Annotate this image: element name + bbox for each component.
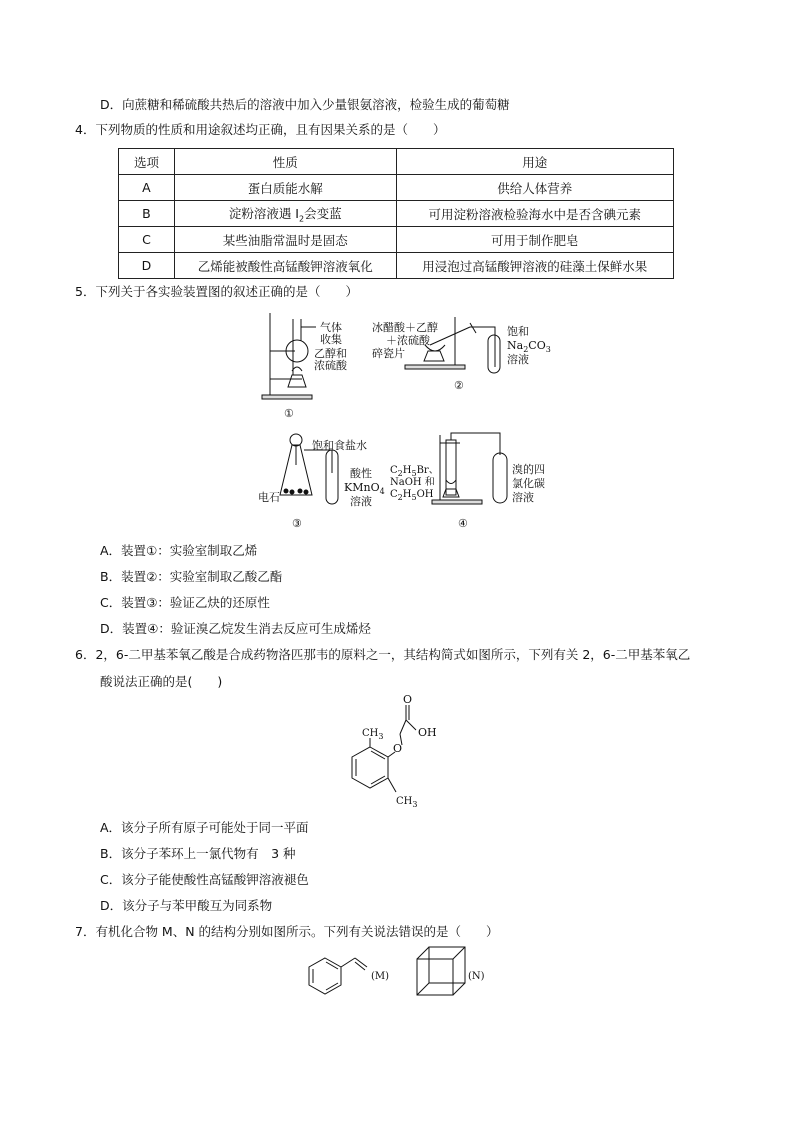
struct-ether-o: O	[393, 742, 403, 755]
q6-option-b: B．该分子苯环上一氯代物有 3 种	[100, 846, 296, 861]
fig1-gas-label-1: 气体	[320, 321, 342, 334]
fig1-gas-label-2: 收集	[320, 333, 342, 346]
fig4-h: H	[402, 465, 412, 476]
q5-option-d: D．装置④：验证溴乙烷发生消去反应可生成烯烃	[100, 621, 371, 636]
fig2-co-sub: 3	[545, 345, 551, 354]
q6-option-c: C．该分子能使酸性高锰酸钾溶液褪色	[100, 872, 309, 887]
fig4-bromine-label-3: 溶液	[512, 491, 534, 504]
fig2-na-sub: 2	[523, 345, 529, 354]
row-use: 可用淀粉溶液检验海水中是否含碘元素	[396, 201, 674, 227]
structure-n-cubane	[417, 947, 465, 995]
fig4-c2-sub: 2	[397, 493, 403, 502]
q5-apparatus-figure	[240, 305, 560, 535]
fig4-c-sub: 2	[397, 469, 403, 478]
fig2-chip-label: 碎瓷片	[372, 347, 405, 360]
q6-stem-line-1: 6．2，6-二甲基苯氧乙酸是合成药物洛匹那韦的原料之一，其结构简式如图所示，下列有关 2，6-二甲基苯氧乙	[75, 647, 691, 662]
structure-m-styrene	[309, 958, 367, 994]
fig3-kmno: KMnO	[344, 481, 380, 494]
q6-structure-figure	[340, 692, 460, 810]
fig2-co: CO	[528, 339, 546, 352]
header-option: 选项	[119, 149, 175, 175]
fig1-number: ①	[284, 407, 294, 420]
table-header-row	[119, 149, 674, 175]
q6-stem-line-2: 酸说法正确的是( )	[100, 674, 223, 689]
q6-option-a: A．该分子所有原子可能处于同一平面	[100, 820, 309, 835]
q7-stem: 7．有机化合物 M、N 的结构分别如图所示。下列有关说法错误的是（ ）	[75, 924, 499, 939]
fig3-kmno-sub: 4	[379, 487, 385, 496]
header-property: 性质	[174, 149, 396, 175]
struct-ch3-top-sub: 3	[378, 732, 384, 741]
struct-carbonyl-o: O	[403, 693, 413, 706]
fig3-kmno4-label-1: 酸性	[350, 467, 372, 480]
fig2-reagent-label-1: 冰醋酸＋乙醇	[372, 321, 438, 334]
row-use: 供给人体营养	[396, 175, 674, 201]
fig2-sat-label: 饱和	[507, 325, 529, 338]
fig2-reagent-label-2: ＋浓硫酸	[386, 334, 430, 347]
fig4-reagent-label-2: NaOH 和	[390, 477, 435, 488]
row-property: 乙烯能被酸性高锰酸钾溶液氧化	[174, 253, 396, 279]
fig3-number: ③	[292, 517, 302, 530]
table-row	[119, 201, 674, 227]
table-row	[119, 227, 674, 253]
table-row	[119, 253, 674, 279]
row-property	[174, 201, 396, 227]
q5-stem: 5．下列关于各实验装置图的叙述正确的是（ ）	[75, 284, 358, 299]
apparatus-1-ethylene	[262, 313, 316, 399]
fig4-c2: C	[390, 489, 398, 500]
row-use: 可用于制作肥皂	[396, 227, 674, 253]
fig4-oh: OH	[416, 489, 434, 500]
fig2-number: ②	[454, 379, 464, 392]
fig4-h2-sub: 5	[411, 493, 417, 502]
row-property-post: 会变蓝	[304, 205, 342, 221]
fig1-reagent-label-1: 乙醇和	[314, 347, 347, 360]
row-option: D	[119, 253, 175, 279]
fig4-c: C	[390, 465, 398, 476]
header-use: 用途	[396, 149, 674, 175]
row-property: 蛋白质能水解	[174, 175, 396, 201]
fig2-na2co3-label	[507, 339, 551, 354]
fig4-reagent-label-3	[390, 489, 434, 502]
row-use: 用浸泡过高锰酸钾溶液的硅藻土保鲜水果	[396, 253, 674, 279]
q5-option-b: B．装置②：实验室制取乙酸乙酯	[100, 569, 283, 584]
fig4-br: Br、	[416, 465, 439, 476]
q3-option-d: D．向蔗糖和稀硫酸共热后的溶液中加入少量银氨溶液，检验生成的葡萄糖	[100, 97, 510, 112]
fig3-stone-label: 电石	[258, 491, 280, 504]
row-option: A	[119, 175, 175, 201]
fig1-reagent-label-2: 浓硫酸	[314, 359, 347, 372]
row-option: C	[119, 227, 175, 253]
row-property-pre: 淀粉溶液遇 I	[228, 205, 299, 221]
apparatus-4-bromoethane	[432, 433, 507, 504]
struct-oh: OH	[418, 726, 437, 739]
fig3-kmno4-label-2	[344, 481, 385, 496]
fig4-bromine-label-1: 溴的四	[512, 463, 545, 476]
struct-ch3-top	[362, 728, 383, 741]
struct-ch3-bottom-text: CH	[396, 796, 413, 807]
q6-option-d: D．该分子与苯甲酸互为同系物	[100, 898, 273, 913]
fig2-na: Na	[507, 339, 524, 352]
q4-table	[118, 148, 674, 279]
fig2-solution-label: 溶液	[507, 353, 529, 366]
struct-ch3-top-text: CH	[362, 728, 379, 739]
fig3-water-label: 饱和食盐水	[312, 439, 367, 452]
label-m: (M)	[371, 971, 390, 982]
q5-option-c: C．装置③：验证乙炔的还原性	[100, 595, 270, 610]
q4-stem: 4．下列物质的性质和用途叙述均正确，且有因果关系的是（ ）	[75, 122, 446, 137]
fig4-bromine-label-2: 氯化碳	[512, 477, 545, 490]
label-n: (N)	[468, 971, 485, 982]
row-option: B	[119, 201, 175, 227]
row-property-sub: 2	[298, 214, 305, 224]
q5-option-a: A．装置①：实验室制取乙烯	[100, 543, 258, 558]
table-row	[119, 175, 674, 201]
row-property: 某些油脂常温时是固态	[174, 227, 396, 253]
struct-ch3-bottom	[396, 796, 417, 809]
fig4-h-sub: 5	[411, 469, 417, 478]
struct-ch3-bottom-sub: 3	[412, 800, 418, 809]
q7-structures-figure	[305, 943, 495, 1001]
fig4-number: ④	[458, 517, 468, 530]
fig4-h2: H	[402, 489, 412, 500]
fig3-kmno4-label-3: 溶液	[350, 495, 372, 508]
